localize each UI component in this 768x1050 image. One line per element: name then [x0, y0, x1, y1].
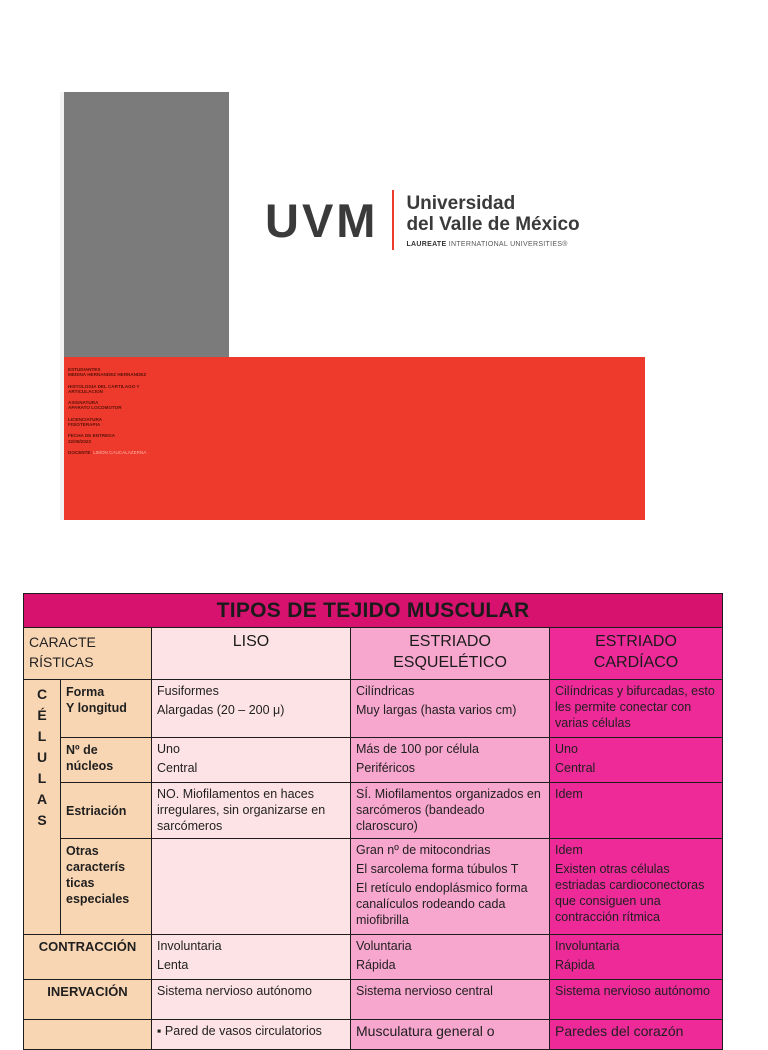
cell-line: Involuntaria: [555, 939, 620, 953]
celulas-letter: É: [37, 707, 47, 723]
meta-teacher: [68, 450, 288, 455]
logo-divider: [392, 190, 394, 250]
cell-line: Fusiformes: [157, 684, 219, 698]
cell-line: Central: [157, 761, 198, 775]
date-label: FECHA DE ENTREGA: [68, 433, 116, 439]
nucleos-cardiaco: [550, 738, 723, 783]
cell-line: El retículo endoplásmico forma canalículos rodeando cada miofibrilla: [356, 881, 528, 927]
otras-esqueletico: [351, 839, 550, 935]
degree-label: LICENCIATURA: [68, 416, 103, 422]
celulas-vertical-label: [24, 680, 61, 935]
header-esq-line-2: ESQUELÉTICO: [393, 654, 507, 671]
label-forma-b: Y longitud: [66, 701, 127, 715]
celulas-letter: L: [37, 770, 47, 786]
estriacion-liso: NO. Miofilamentos en haces irregulares, sin organizarse en sarcómeros: [152, 783, 351, 839]
label-otras: Otras caracterís ticas especiales: [61, 839, 152, 935]
tagline-bold: LAUREATE: [406, 240, 447, 248]
uvm-logo-text: [406, 193, 579, 248]
muscle-tissue-table-slide: [23, 593, 722, 1050]
label-nucleos: [61, 738, 152, 783]
nucleos-liso: [152, 738, 351, 783]
row-nucleos: [24, 738, 723, 783]
row-otras: [24, 839, 723, 935]
nucleos-esqueletico: [351, 738, 550, 783]
meta-subject: [68, 400, 288, 411]
cell-line: Idem: [555, 843, 583, 857]
cover-gray-block: [64, 92, 229, 357]
meta-degree: [68, 417, 288, 428]
cell-line: Voluntaria: [356, 939, 412, 953]
label-localizacion: [24, 1020, 152, 1050]
header-esqueletico: [351, 628, 550, 680]
cell-line: Uno: [555, 742, 578, 756]
inervacion-esqueletico: Sistema nervioso central: [351, 980, 550, 1020]
label-forma-a: Forma: [66, 685, 105, 699]
cell-line: Cilíndricas y bifurcadas, esto les permite conectar con varias células: [555, 684, 715, 730]
meta-date: [68, 433, 288, 444]
estriacion-esqueletico: SÍ. Miofilamentos organizados en sarcómeros (bandeado claroscuro): [351, 783, 550, 839]
cover-slide: [60, 92, 645, 520]
cell-line: Cilíndricas: [356, 684, 415, 698]
localizacion-liso: ▪ Pared de vasos circulatorios: [152, 1020, 351, 1050]
celulas-letter: C: [36, 686, 48, 702]
contraccion-cardiaco: [550, 935, 723, 980]
teacher-label: DOCENTE:: [68, 449, 92, 455]
header-caracteristicas: CARACTE RÍSTICAS: [24, 628, 152, 680]
inervacion-cardiaco: Sistema nervioso autónomo: [550, 980, 723, 1020]
label-estriacion: Estriación: [61, 783, 152, 839]
header-liso: LISO: [152, 628, 351, 680]
cell-line: Periféricos: [356, 761, 416, 775]
header-car-line-2: CARDÍACO: [593, 654, 679, 671]
topic-value: HISTOLOGIA DEL CARTILAGO Y ARTICULACION: [68, 383, 140, 394]
label-inervacion: INERVACIÓN: [24, 980, 152, 1020]
header-car-line-1: ESTRIADO: [595, 633, 677, 650]
cell-line: Alargadas (20 – 200 μ): [157, 703, 285, 717]
cell-line: Rápida: [555, 958, 595, 972]
label-nucleos-b: núcleos: [66, 759, 114, 773]
row-forma: [24, 680, 723, 738]
cell-line: Central: [555, 761, 596, 775]
contraccion-esqueletico: [351, 935, 550, 980]
table-title: TIPOS DE TEJIDO MUSCULAR: [24, 594, 723, 628]
logo-tagline: [406, 241, 579, 248]
subject-value: APARATO LOCOMOTOR: [68, 405, 122, 411]
row-contraccion: [24, 935, 723, 980]
date-value: 22/08/2023: [68, 438, 91, 444]
celulas-letter: L: [37, 728, 47, 744]
students-value: MEDINA HERNANDEZ HERNANDEZ: [68, 372, 147, 378]
teacher-value: LIMON CAUCALAZERNA: [93, 449, 147, 455]
forma-cardiaco: [550, 680, 723, 738]
celulas-letter: U: [36, 749, 48, 765]
row-inervacion: [24, 980, 723, 1020]
header-row: [24, 628, 723, 680]
tagline-rest: INTERNATIONAL UNIVERSITIES®: [448, 240, 568, 248]
label-forma: [61, 680, 152, 738]
localizacion-esqueletico: Musculatura general o: [351, 1020, 550, 1050]
inervacion-liso: Sistema nervioso autónomo: [152, 980, 351, 1020]
forma-liso: [152, 680, 351, 738]
cell-line: Involuntaria: [157, 939, 222, 953]
forma-esqueletico: [351, 680, 550, 738]
localizacion-cardiaco: Paredes del corazón: [550, 1020, 723, 1050]
contraccion-liso: [152, 935, 351, 980]
cell-line: Muy largas (hasta varios cm): [356, 703, 517, 717]
row-localizacion: [24, 1020, 723, 1050]
uvm-logo: [265, 190, 580, 250]
cell-line: Existen otras células estriadas cardioconectoras que consiguen una contracción rítmica: [555, 862, 705, 924]
logo-line-2: del Valle de México: [406, 213, 580, 235]
subject-label: ASIGNATURA: [68, 400, 99, 406]
label-contraccion: CONTRACCIÓN: [24, 935, 152, 980]
students-label: ESTUDIANTES: [68, 367, 101, 372]
otras-cardiaco: [550, 839, 723, 935]
cell-line: Rápida: [356, 958, 396, 972]
header-cardiaco: [550, 628, 723, 680]
uvm-logo-mark: UVM: [265, 193, 379, 247]
logo-line-1: Universidad: [406, 192, 516, 214]
degree-value: FISIOTERAPIA: [68, 422, 101, 428]
cover-metadata: [68, 367, 288, 461]
muscle-tissue-table: [23, 593, 723, 1050]
label-nucleos-a: Nº de: [66, 743, 98, 757]
estriacion-cardiaco: Idem: [550, 783, 723, 839]
cell-line: Lenta: [157, 958, 189, 972]
celulas-letter: S: [37, 812, 47, 828]
otras-liso: [152, 839, 351, 935]
celulas-letter: A: [36, 791, 48, 807]
meta-topic: [68, 384, 288, 395]
cell-line: Uno: [157, 742, 180, 756]
cell-line: El sarcolema forma túbulos T: [356, 862, 519, 876]
row-estriacion: [24, 783, 723, 839]
meta-students: [68, 367, 288, 378]
header-esq-line-1: ESTRIADO: [409, 633, 491, 650]
cell-line: Gran nº de mitocondrias: [356, 843, 491, 857]
cell-line: Más de 100 por célula: [356, 742, 479, 756]
title-row: [24, 594, 723, 628]
